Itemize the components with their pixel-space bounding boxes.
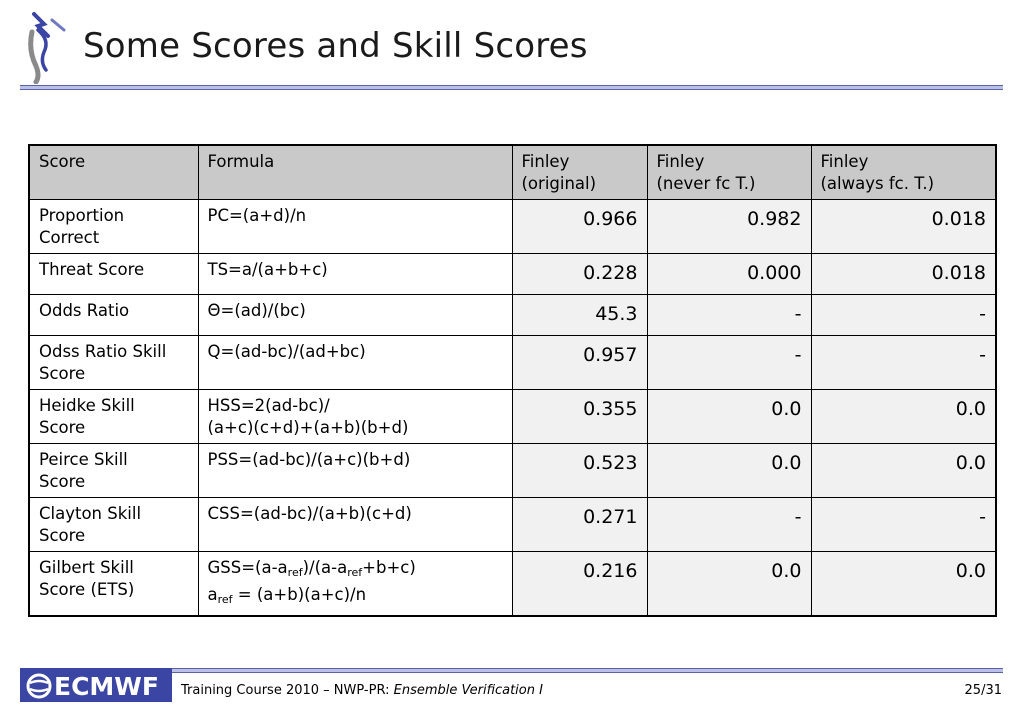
score-formula: PC=(a+d)/n [198,200,512,254]
score-name: Clayton Skill Score [29,498,198,552]
value-original: 0.228 [512,254,647,295]
value-original: 0.216 [512,552,647,617]
page-number: 25/31 [964,683,1002,698]
score-formula: TS=a/(a+b+c) [198,254,512,295]
value-never: - [647,498,811,552]
value-original: 0.355 [512,390,647,444]
ecmwf-logo [20,668,172,702]
value-always: - [811,498,996,552]
score-formula: $GSS=(a-a_{ref})/(a-a_{ref}+b+c)$ $a_{ref} = (a+b)(a+c)/n$ [198,552,512,617]
table-row [29,444,996,498]
value-never: 0.000 [647,254,811,295]
value-always: 0.0 [811,444,996,498]
value-always: 0.0 [811,552,996,617]
value-never: 0.0 [647,444,811,498]
header-formula: Formula [198,145,512,200]
value-never: - [647,295,811,336]
value-always: 0.018 [811,200,996,254]
title-divider [20,85,1003,90]
score-formula: PSS=(ad-bc)/(a+c)(b+d) [198,444,512,498]
table-row [29,336,996,390]
value-original: 0.957 [512,336,647,390]
header-score: Score [29,145,198,200]
score-formula: HSS=2(ad-bc)/ (a+c)(c+d)+(a+b)(b+d) [198,390,512,444]
score-formula: CSS=(ad-bc)/(a+b)(c+d) [198,498,512,552]
header-finley-never: Finley (never fc T.) [647,145,811,200]
score-name: Threat Score [29,254,198,295]
score-name: Gilbert Skill Score (ETS) [29,552,198,617]
value-original: 0.523 [512,444,647,498]
value-original: 0.271 [512,498,647,552]
table-row [29,200,996,254]
value-always: 0.0 [811,390,996,444]
scores-table [28,144,997,617]
table-row [29,295,996,336]
value-never: 0.982 [647,200,811,254]
value-original: 0.966 [512,200,647,254]
value-never: - [647,336,811,390]
value-always: - [811,336,996,390]
table-row [29,498,996,552]
score-name: Proportion Correct [29,200,198,254]
footer-course-text: Training Course 2010 – NWP-PR: Ensemble Verification I [181,683,543,698]
score-name: Odss Ratio Skill Score [29,336,198,390]
table-row [29,552,996,617]
score-name: Heidke Skill Score [29,390,198,444]
value-always: - [811,295,996,336]
score-formula: Θ=(ad)/(bc) [198,295,512,336]
table-row [29,390,996,444]
score-name: Peirce Skill Score [29,444,198,498]
ecmwf-figure-logo [24,10,70,84]
value-never: 0.0 [647,390,811,444]
header-finley-original: Finley (original) [512,145,647,200]
value-always: 0.018 [811,254,996,295]
table-row [29,254,996,295]
table-header-row [29,145,996,200]
slide-title: Some Scores and Skill Scores [83,26,588,66]
header-finley-always: Finley (always fc. T.) [811,145,996,200]
value-never: 0.0 [647,552,811,617]
value-original: 45.3 [512,295,647,336]
svg-text:ECMWF: ECMWF [54,672,159,701]
score-formula: Q=(ad-bc)/(ad+bc) [198,336,512,390]
score-name: Odds Ratio [29,295,198,336]
